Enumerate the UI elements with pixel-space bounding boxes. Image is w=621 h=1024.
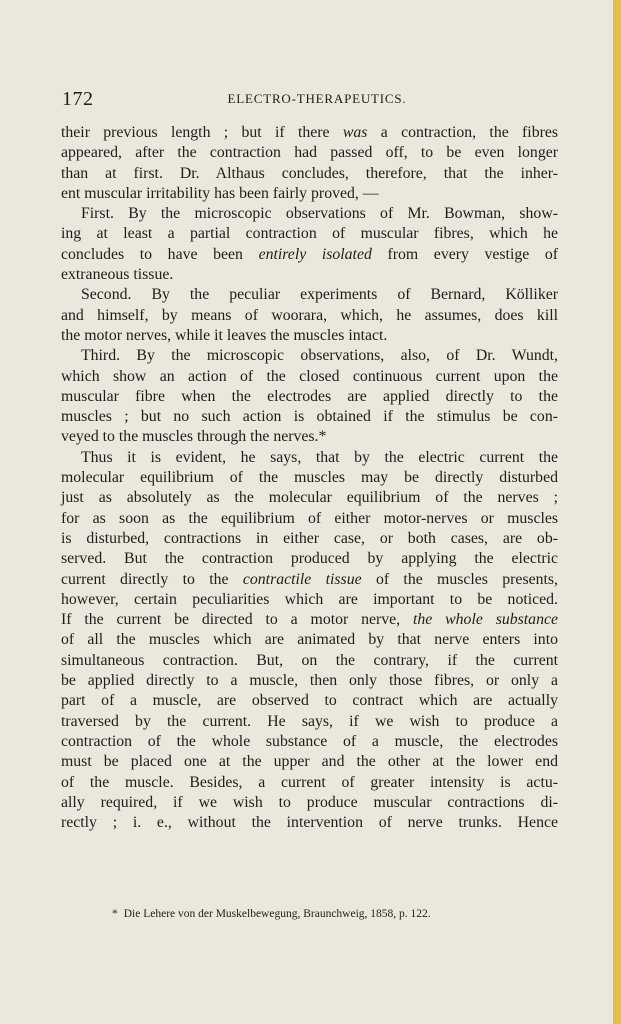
text-line: just as absolutely as the molecular equilibrium of the nerves ; <box>61 489 558 507</box>
footnote <box>112 907 431 922</box>
text-line: muscles ; but no such action is obtained if the stimulus be con- <box>61 408 558 426</box>
text-line: than at first. Dr. Althaus concludes, therefore, that the inher- <box>61 164 558 182</box>
text-line: muscular fibre when the electrodes are applied directly to the <box>61 387 558 405</box>
text-line: If the current be directed to a motor nerve, the whole substance <box>61 611 559 629</box>
text-line: ally required, if we wish to produce muscular contractions di- <box>61 793 558 811</box>
paragraph-first-line: Thus it is evident, he says, that by the electric current the <box>81 448 558 466</box>
text-line: contraction of the whole substance of a muscle, the electrodes <box>61 732 558 750</box>
text-line: be applied directly to a muscle, then only those fibres, or only a <box>61 672 558 690</box>
text-line: is disturbed, contractions in either case, or both cases, are ob- <box>61 529 558 547</box>
text-line: which show an action of the closed continuous current upon the <box>61 367 558 385</box>
text-line: veyed to the muscles through the nerves.* <box>61 428 327 446</box>
text-line: part of a muscle, are observed to contract which are actually <box>61 692 558 710</box>
text-line: their previous length ; but if there was a contraction, the fibres <box>61 124 559 141</box>
emphasis: was <box>342 124 368 141</box>
text-line: ing at least a partial contraction of muscular fibres, which he <box>61 225 558 243</box>
emphasis: contractile tissue <box>242 570 362 588</box>
text-line: of all the muscles which are animated by that nerve enters into <box>61 631 558 649</box>
page-edge <box>613 0 621 1024</box>
text-line: appeared, after the contraction had passed off, to be even longer <box>61 144 558 162</box>
paragraph-first-line: First. By the microscopic observations of Mr. Bowman, show- <box>81 205 558 223</box>
footnote-text: Die Lehere von der Muskelbewegung, Braunchweig, 1858, p. 122. <box>123 908 431 920</box>
text-line: however, certain peculiarities which are important to be noticed. <box>61 590 558 608</box>
text-line: current directly to the contractile tissue of the muscles presents, <box>61 570 558 588</box>
emphasis: the whole substance <box>412 611 559 629</box>
text-line: and himself, by means of woorara, which, he assumes, does kill <box>61 306 558 324</box>
body-text <box>61 123 558 833</box>
text-line: traversed by the current. He says, if we wish to produce a <box>61 712 558 730</box>
text-line: must be placed one at the upper and the other at the lower end <box>61 753 558 771</box>
text-line: for as soon as the equilibrium of either motor-nerves or muscles <box>61 509 558 527</box>
text-line: ent muscular irritability has been fairly proved, — <box>61 184 379 202</box>
footnote-marker: * <box>112 908 118 920</box>
emphasis: entirely isolated <box>258 245 372 263</box>
text-line: of the muscle. Besides, a current of greater intensity is actu- <box>61 773 558 791</box>
page-header <box>62 87 572 111</box>
text-line: molecular equilibrium of the muscles may be directly disturbed <box>61 469 558 487</box>
text-line: rectly ; i. e., without the intervention of nerve trunks. Hence <box>61 814 558 832</box>
text-line: extraneous tissue. <box>61 266 174 284</box>
paragraph-first-line: Second. By the peculiar experiments of Bernard, Kölliker <box>81 286 558 304</box>
running-title: ELECTRO-THERAPEUTICS. <box>227 91 407 106</box>
text-line: simultaneous contraction. But, on the contrary, if the current <box>61 651 558 669</box>
text-line: the motor nerves, while it leaves the muscles intact. <box>61 326 388 344</box>
paragraph-first-line: Third. By the microscopic observations, also, of Dr. Wundt, <box>81 347 558 365</box>
text-line: concludes to have been entirely isolated from every vestige of <box>61 245 559 263</box>
page-number: 172 <box>62 88 94 110</box>
text-line: served. But the contraction produced by applying the electric <box>61 550 558 568</box>
